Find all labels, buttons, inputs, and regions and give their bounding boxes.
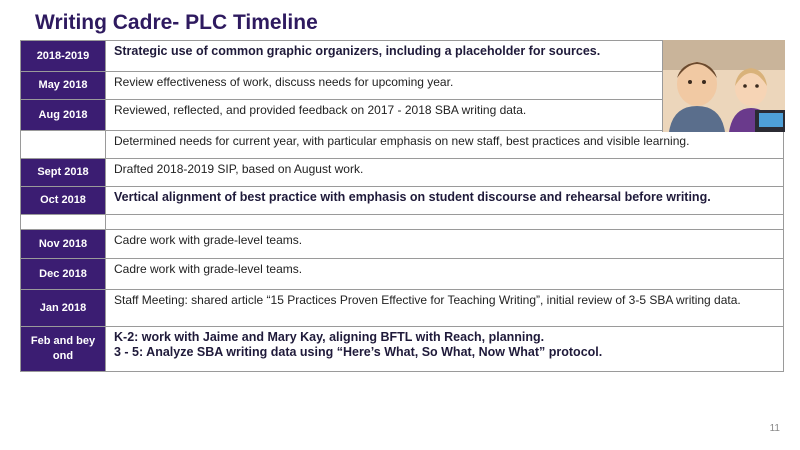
timeline-row [21,327,784,372]
timeline-description-line: Staff Meeting: shared article “15 Practices Proven Effective for Teaching Writing”, initial review of 3-5 SBA writing data. [114,293,741,307]
timeline-date: Jan 2018 [21,290,106,327]
timeline-date: Aug 2018 [21,100,106,131]
timeline-description-line: Cadre work with grade-level teams. [114,233,303,247]
timeline-date: Oct 2018 [21,187,106,215]
timeline-description-line: Reviewed, reflected, and provided feedback on 2017 - 2018 SBA writing data. [114,103,527,117]
timeline-description-line: Vertical alignment of best practice with emphasis on student discourse and rehearsal before writing. [114,190,711,204]
timeline-row [21,187,784,215]
page-title: Writing Cadre- PLC Timeline [35,11,318,34]
timeline-description [106,159,784,187]
timeline-description-line: Strategic use of common graphic organizers, including a placeholder for sources. [114,44,601,58]
timeline-description [106,215,784,230]
children-photo [662,40,785,132]
timeline-date [21,131,106,159]
timeline-description [106,230,784,259]
timeline-date: Sept 2018 [21,159,106,187]
timeline-description-line: K-2: work with Jaime and Mary Kay, aligning BFTL with Reach, planning. [114,330,545,344]
page-number: 11 [769,423,780,434]
timeline-row [21,215,784,230]
timeline-description-line: 3 - 5: Analyze SBA writing data using “Here’s What, So What, Now What” protocol. [114,345,603,359]
timeline-description [106,187,784,215]
timeline-row [21,290,784,327]
timeline-row [21,131,784,159]
timeline-date: Dec 2018 [21,259,106,290]
timeline-date: Feb and bey ond [21,327,106,372]
timeline-row [21,230,784,259]
children-at-computer-photo-icon [663,40,785,132]
timeline-description-line: Review effectiveness of work, discuss needs for upcoming year. [114,75,454,89]
timeline-date: May 2018 [21,72,106,100]
timeline-description [106,290,784,327]
timeline-date [21,215,106,230]
timeline-description-line: Determined needs for current year, with particular emphasis on new staff, best practices and visible learning. [114,134,690,148]
timeline-description-line: Drafted 2018-2019 SIP, based on August work. [114,162,364,176]
timeline-description [106,327,784,372]
timeline-date: 2018-2019 [21,41,106,72]
timeline-description [106,259,784,290]
timeline-description [106,131,784,159]
timeline-row [21,259,784,290]
timeline-row [21,159,784,187]
timeline-description-line: Cadre work with grade-level teams. [114,262,303,276]
timeline-date: Nov 2018 [21,230,106,259]
